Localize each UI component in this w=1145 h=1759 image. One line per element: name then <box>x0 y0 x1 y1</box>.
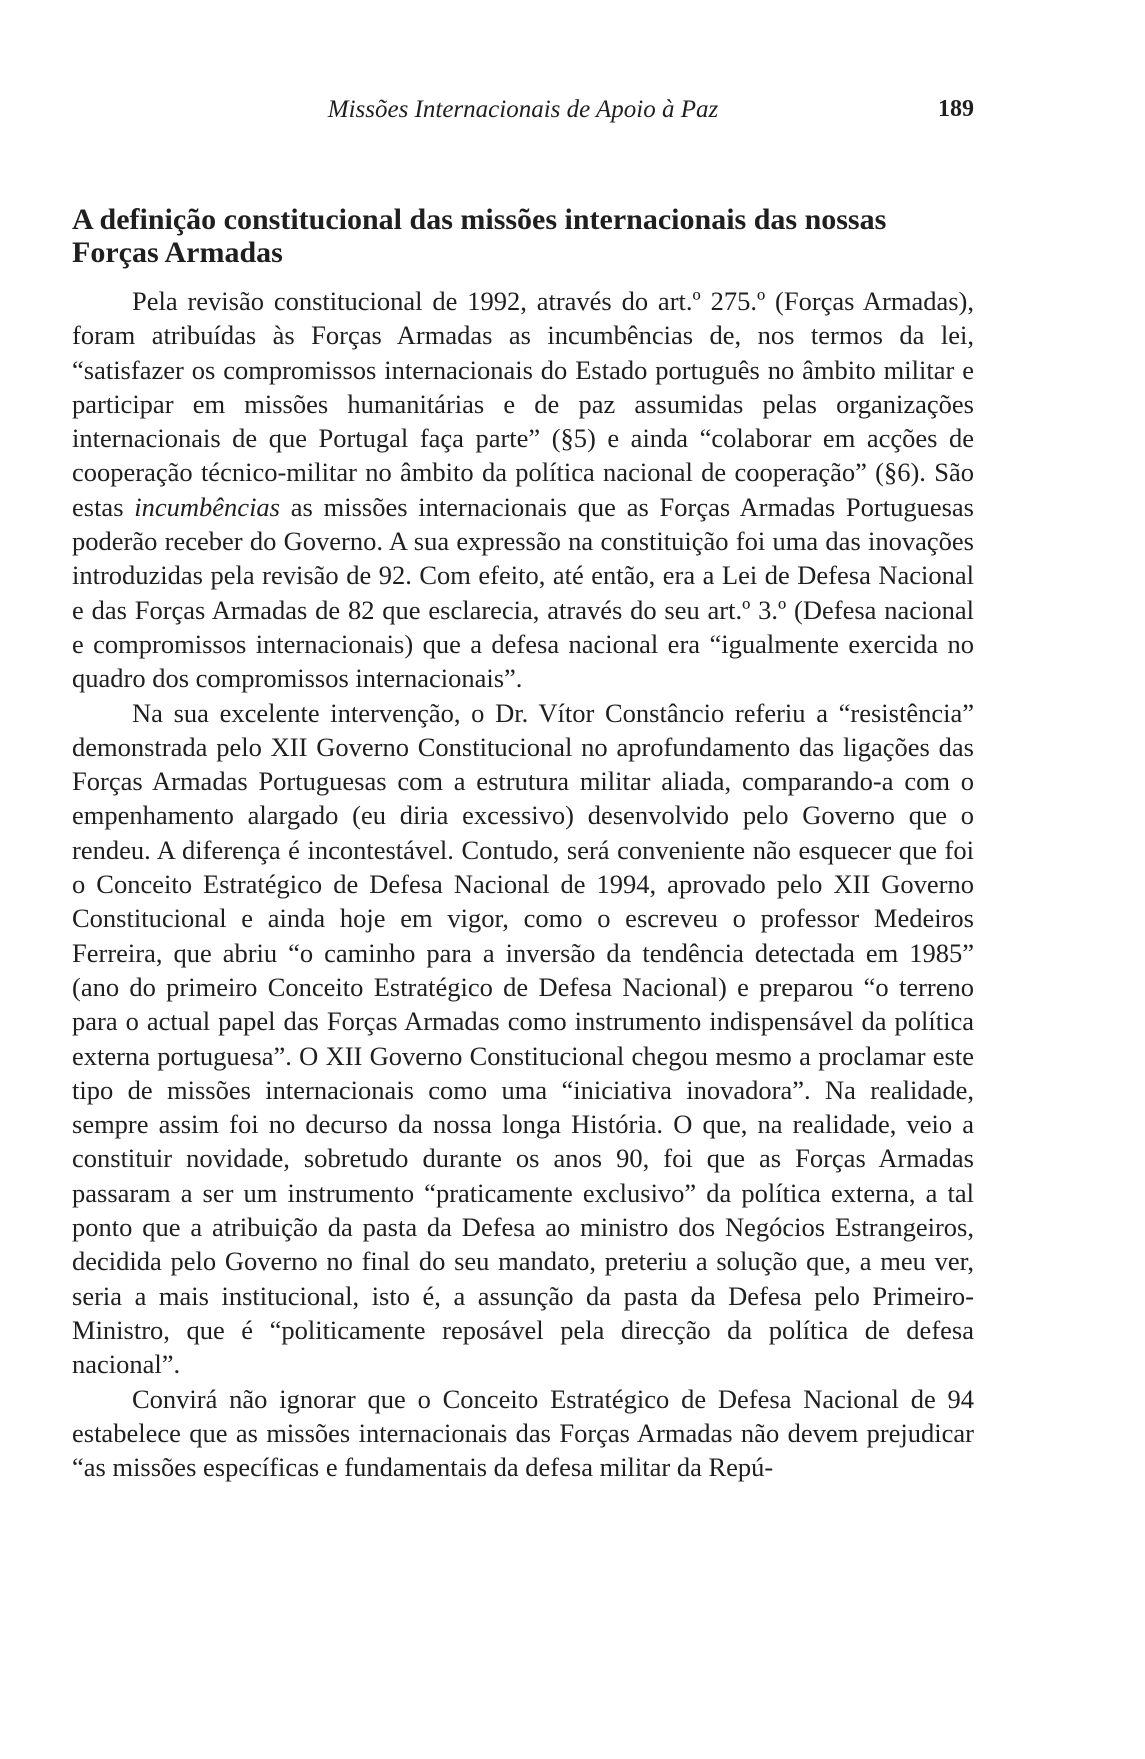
page-number: 189 <box>938 96 974 122</box>
body-text <box>72 284 974 1484</box>
paragraph-2: Na sua excelente intervenção, o Dr. Vítor Constâncio referiu a “resistência” demonstrada pelo XII Governo Constitucional no aprofundamento das ligações das Forças Armadas Portuguesas com a estrutura militar aliada, comparando-a com o empenhamento alargado (eu diria excessivo) desenvolvido pelo Governo que o rendeu. A diferença é incontestável. Contudo, será conveniente não esquecer que foi o Conceito Estratégico de Defesa Nacional de 1994, aprovado pelo XII Governo Constitucional e ainda hoje em vigor, como o escreveu o professor Medeiros Ferreira, que abriu “o caminho para a inversão da tendência detectada em 1985” (ano do primeiro Conceito Estratégico de Defesa Nacional) e preparou “o terreno para o actual papel das Forças Armadas como instrumento indispensável da política externa portuguesa”. O XII Governo Constitucional chegou mesmo a proclamar este tipo de missões internacionais como uma “iniciativa inovadora”. Na realidade, sempre assim foi no decurso da nossa longa História. O que, na realidade, veio a constituir novidade, sobretudo durante os anos 90, foi que as Forças Armadas passaram a ser um instrumento “praticamente exclusivo” da política externa, a tal ponto que a atribuição da pasta da Defesa ao ministro dos Negócios Estrangeiros, decidida pelo Governo no final do seu mandato, preteriu a solução que, a meu ver, seria a mais institucional, isto é, a assunção da pasta da Defesa pelo Primeiro-Ministro, que é “politicamente reposável pela direcção da política de defesa nacional”. <box>72 697 974 1380</box>
paragraph-1-text-continued: as missões internacionais que as Forças Armadas Portuguesas poderão receber do Governo. A sua expressão na constituição foi uma das inovações introduzidas pela revisão de 92. Com efeito, até então, era a Lei de Defesa Nacional e das Forças Armadas de 82 que esclarecia, através do seu art.º 3.º (Defesa nacional e compromissos internacionais) que a defesa nacional era “igualmente exercida no quadro dos compromissos internacionais”. <box>72 491 974 694</box>
paragraph-3: Convirá não ignorar que o Conceito Estratégico de Defesa Nacional de 94 estabelece que as missões internacionais das Forças Armadas não devem prejudicar “as missões específicas e fundamentais da defesa militar da Repú- <box>72 1383 974 1483</box>
paragraph-1-italic: incumbências <box>134 491 280 522</box>
paragraph-1 <box>72 284 974 696</box>
section-heading: A definição constitucional das missões internacionais das nossas Forças Armadas <box>72 203 887 269</box>
running-title: Missões Internacionais de Apoio à Paz <box>327 96 719 123</box>
paragraph-1-text: Pela revisão constitucional de 1992, através do art.º 275.º (Forças Armadas), foram atribuídas às Forças Armadas as incumbências de, nos termos da lei, “satisfazer os compromissos internacionais do Estado português no âmbito militar e participar em missões humanitárias e de paz assumidas pelas organizações internacionais de que Portugal faça parte” (§5) e ainda “colaborar em acções de cooperação técnico-militar no âmbito da política nacional de cooperação” (§6). São estas <box>72 286 974 522</box>
page-header <box>72 96 974 132</box>
